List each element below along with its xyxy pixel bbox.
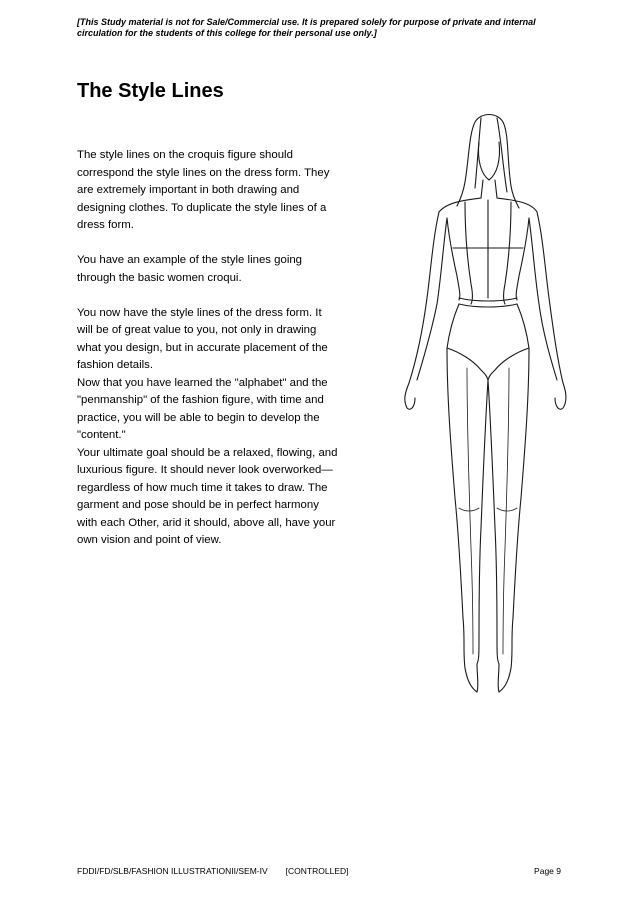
right-arm: [529, 212, 566, 409]
page-footer: [77, 866, 561, 877]
body-text: [77, 147, 339, 550]
waist-line: [459, 298, 517, 307]
left-arm: [405, 212, 447, 409]
leg-opening-line: [447, 348, 529, 380]
paragraph-5: Your ultimate goal should be a relaxed, flowing, and luxurious figure. It should never look overworked—regardless of how much time it takes to draw. The garment and pose should be in perfect harmony with each Other, arid it should, above all, have your own vision and point of view.: [77, 446, 338, 546]
paragraph-4: Now that you have learned the "alphabet" and the "penmanship" of the fashion figure, with time and practice, you will be able to begin to develop the "content.": [77, 376, 328, 441]
face-outline: [478, 142, 499, 180]
page-title: The Style Lines: [77, 80, 224, 102]
paragraph-2: You have an example of the style lines going through the basic women croqui.: [77, 254, 303, 284]
croquis-figure-illustration: [395, 108, 575, 700]
disclaimer-note: [This Study material is not for Sale/Commercial use. It is prepared solely for purpose of private and internal circulation for the students of this college for their personal use only.]: [77, 17, 536, 38]
princess-line-right: [504, 202, 512, 304]
page-number: Page 9: [534, 866, 561, 876]
controlled-label: [CONTROLLED]: [285, 866, 349, 876]
paragraph-1: The style lines on the croquis figure should correspond the style lines on the dress form. They are extremely important in both drawing and designing clothes. To duplicate the style lines of a dress form.: [77, 149, 330, 231]
document-code: FDDI/FD/SLB/FASHION ILLUSTRATIONII/SEM-IV: [77, 866, 268, 876]
hair-outline: [457, 115, 519, 209]
princess-line-left: [465, 202, 473, 304]
paragraph-3: You now have the style lines of the dress form. It will be of great value to you, not only in drawing what you design, but in accurate placement of the fashion details.: [77, 306, 328, 371]
hip-outline: [447, 304, 529, 348]
